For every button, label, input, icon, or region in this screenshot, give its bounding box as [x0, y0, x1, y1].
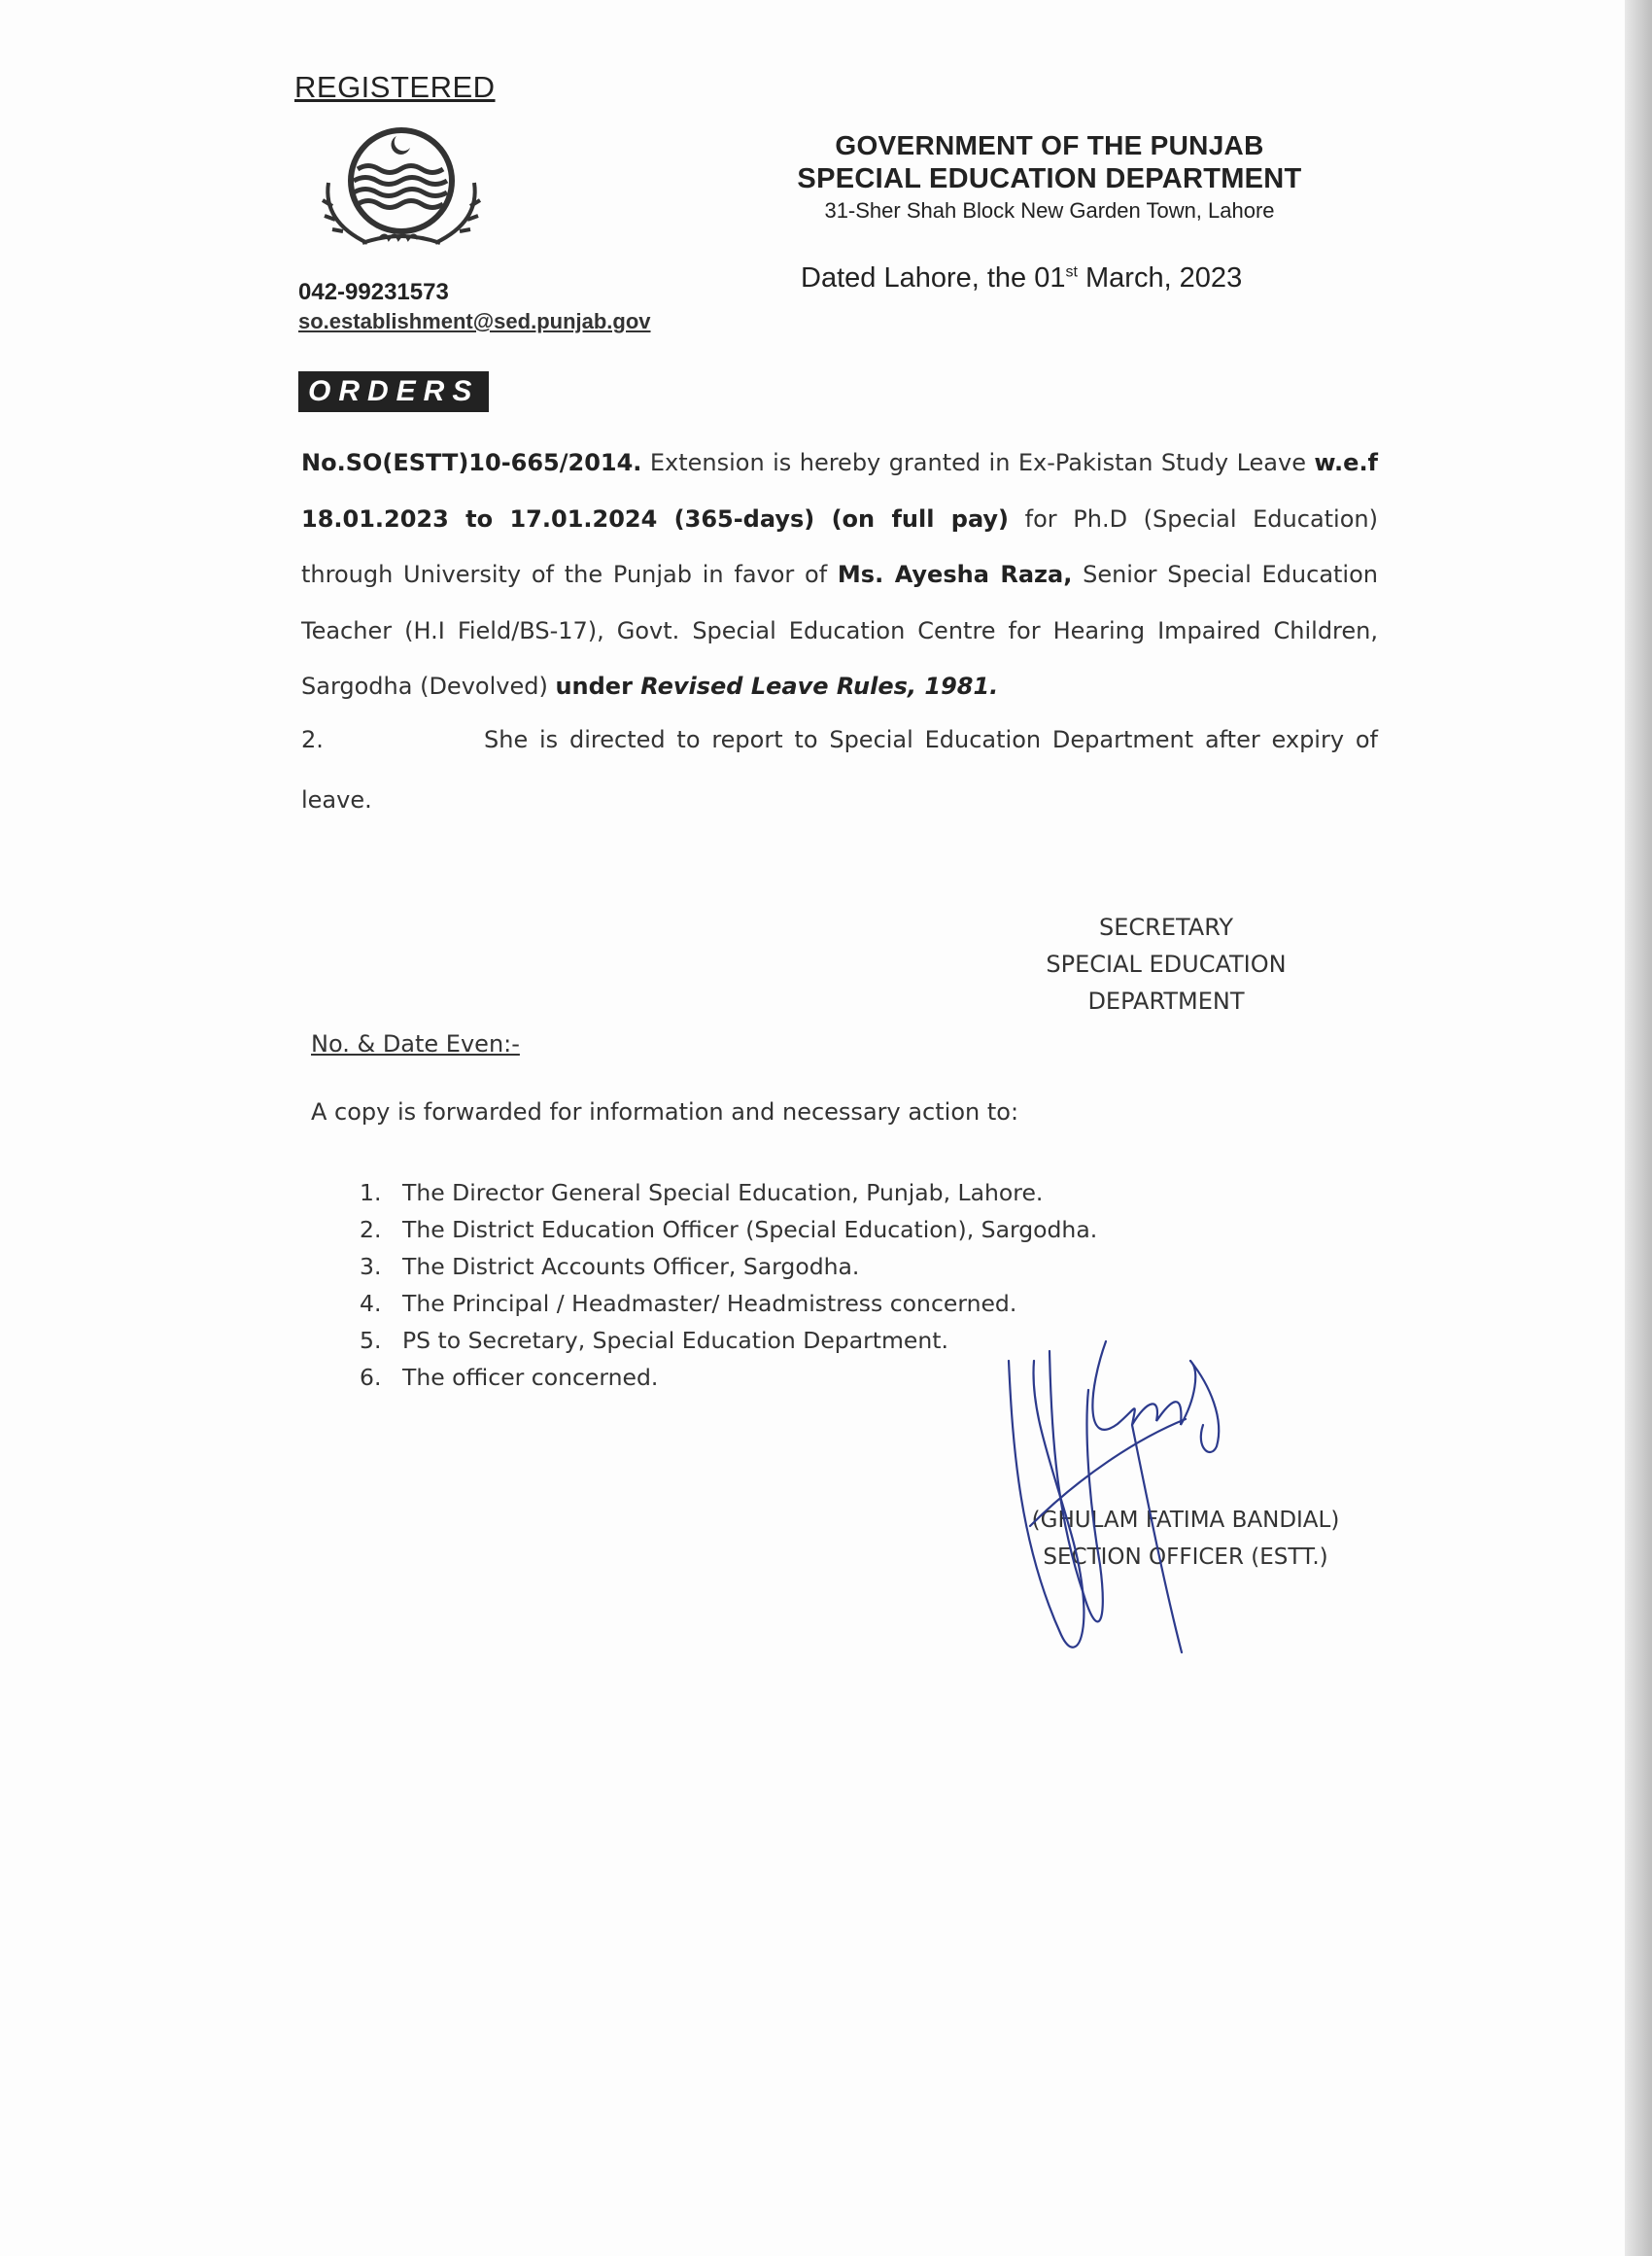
orders-title: ORDERS: [298, 371, 489, 412]
punjab-seal-logo: [309, 115, 494, 260]
no-date-even-heading: No. & Date Even:-: [311, 1030, 520, 1058]
handwritten-signature: [991, 1332, 1283, 1691]
dated-line: Dated Lahore, the 01st March, 2023: [801, 262, 1243, 294]
list-item: 3. The District Accounts Officer, Sargodha.: [360, 1253, 860, 1280]
registered-label: REGISTERED: [294, 70, 496, 104]
copy-forwarded-intro: A copy is forwarded for information and necessary action to:: [311, 1098, 1019, 1126]
secretary-block: SECRETARY SPECIAL EDUCATION DEPARTMENT: [1046, 914, 1287, 1015]
leave-dates: w.e.f 18.01.2023 to 17.01.2024 (365-days) (on full pay): [301, 449, 1378, 533]
page-edge: [1625, 0, 1652, 2256]
email-address: so.establishment@sed.punjab.gov: [298, 309, 651, 333]
order-paragraph-1: No.SO(ESTT)10-665/2014. Extension is hereby granted in Ex-Pakistan Study Leave w.e.f 18.01.2023 to 17.01.2024 (365-days) (on full pay) for Ph.D (Special Education) through University of the Punjab in favor of Ms. Ayesha Raza, Senior Special Education Teacher (H.I Field/BS-17), Govt. Special Education Centre for Hearing Impaired Children, Sargodha (Devolved) under Revised Leave Rules, 1981.: [301, 449, 1378, 700]
list-item: 6. The officer concerned.: [360, 1364, 659, 1391]
list-item: 2. The District Education Officer (Special Education), Sargodha.: [360, 1216, 1098, 1243]
list-item: 1. The Director General Special Education, Punjab, Lahore.: [360, 1179, 1044, 1206]
department-address: 31-Sher Shah Block New Garden Town, Lahore: [824, 198, 1275, 223]
list-item: 5. PS to Secretary, Special Education Department.: [360, 1327, 948, 1354]
reference-number: No.SO(ESTT)10-665/2014.: [301, 449, 642, 476]
list-item: 4. The Principal / Headmaster/ Headmistress concerned.: [360, 1290, 1017, 1317]
employee-name: Ms. Ayesha Raza,: [837, 561, 1073, 588]
recipient-list: [360, 1174, 1097, 1396]
leave-rules: Revised Leave Rules, 1981.: [640, 673, 999, 700]
order-paragraph-2: 2. She is directed to report to Special Education Department after expiry of leave.: [301, 726, 1378, 814]
government-heading: GOVERNMENT OF THE PUNJAB: [835, 130, 1264, 160]
department-heading: SPECIAL EDUCATION DEPARTMENT: [797, 163, 1302, 194]
phone-number: 042-99231573: [298, 279, 449, 305]
signatory-title: SECTION OFFICER (ESTT.): [1043, 1544, 1328, 1570]
signatory-name: (GHULAM FATIMA BANDIAL): [1031, 1508, 1340, 1533]
